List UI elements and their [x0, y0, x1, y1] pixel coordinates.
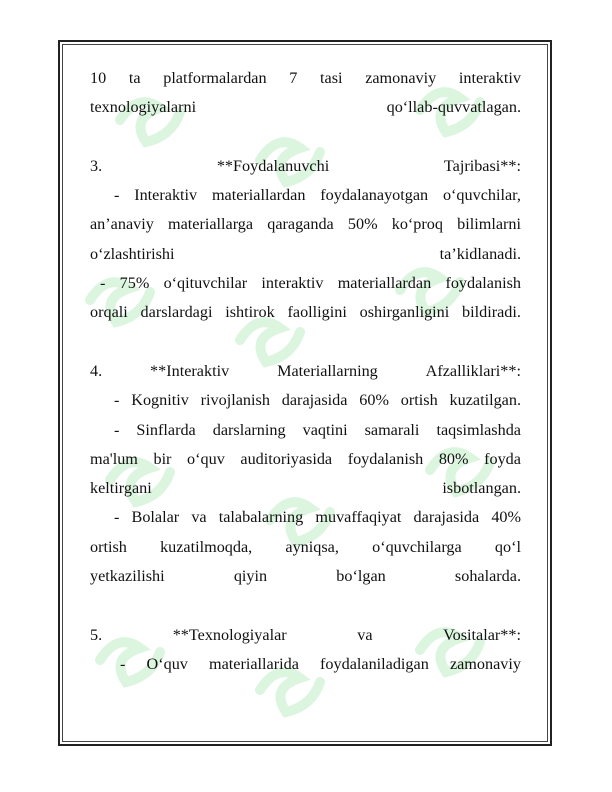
word: bo‘lgan [336, 567, 386, 586]
word: ortish [400, 391, 438, 410]
text-line [90, 562, 521, 591]
word: zamonaviy [365, 69, 437, 87]
blank-line [90, 123, 521, 152]
text-line [90, 503, 521, 532]
word: **Interaktiv [150, 361, 230, 380]
word: 80% [438, 449, 469, 468]
word: foydalaniladigan [320, 654, 429, 673]
word: yetkazilishi [90, 567, 165, 586]
text-line [90, 93, 521, 122]
word: samarali [364, 420, 420, 439]
word: 3. [90, 156, 103, 175]
word: foydalanish [445, 274, 521, 293]
text-line [90, 621, 521, 650]
word: Vositalar**: [443, 625, 521, 644]
word: foydalanayotgan [320, 186, 429, 205]
word: interaktiv [261, 274, 324, 293]
word: foydalanish [347, 449, 424, 468]
word: 7 [289, 69, 298, 87]
text-line [90, 240, 521, 269]
text-line [90, 210, 521, 239]
word: ta [128, 69, 141, 87]
word: isbotlangan. [442, 479, 521, 498]
word: Materiallarning [277, 361, 378, 380]
word: darajasida [413, 508, 480, 527]
word: qaraganda [267, 215, 334, 234]
word: Sinflarda [136, 420, 196, 439]
word: materiallarida [209, 654, 299, 673]
text-line [90, 386, 521, 415]
word: Kognitiv [131, 391, 189, 410]
word: oshirganligini [359, 303, 450, 322]
word: 10 [90, 69, 107, 87]
word: Bolalar [131, 508, 180, 527]
word: Afzalliklari**: [425, 361, 521, 380]
blank-line [90, 328, 521, 357]
word: texnologiyalarni [90, 98, 197, 117]
word: platformalardan [163, 69, 267, 87]
word: qiyin [233, 567, 268, 586]
word: talabalarning [218, 508, 304, 527]
text-line [90, 64, 521, 93]
word: kuzatilgan. [449, 391, 521, 410]
word: o‘qituvchilar [163, 274, 248, 293]
word: o‘quvchilarga [372, 537, 462, 556]
word: bilimlarni [457, 215, 521, 234]
word: O‘quv [146, 654, 188, 673]
word: o‘zlashtirishi [90, 244, 175, 263]
word: Tajribasi**: [443, 156, 521, 175]
word: qo‘llab-quvvatlagan. [386, 98, 521, 117]
word: materiallarga [167, 215, 254, 234]
text-line [90, 445, 521, 474]
word: materiallardan [337, 274, 432, 293]
word: taqsimlashda [436, 420, 521, 439]
text-line [90, 416, 521, 445]
word: muvaffaqiyat [315, 508, 402, 527]
word: foyda [484, 449, 521, 468]
word: vaqtini [302, 420, 348, 439]
word: va [357, 625, 373, 644]
word: 75% [119, 274, 150, 293]
word: materiallardan [211, 186, 306, 205]
word: Interaktiv [134, 186, 198, 205]
text-line [90, 298, 521, 327]
word: **Texnologiyalar [172, 625, 287, 644]
word: keltirgani [90, 479, 152, 498]
text-line [90, 181, 521, 210]
word: o‘quvchilar, [442, 186, 521, 205]
word: ishtirok [225, 303, 275, 322]
word: qo‘l [494, 537, 521, 556]
word: 40% [491, 508, 521, 527]
word: rivojlanish [200, 391, 270, 410]
word: **Foydalanuvchi [216, 156, 330, 175]
word: darajasida [281, 391, 348, 410]
word: tasi [320, 69, 343, 87]
word: o‘quv [187, 449, 225, 468]
word: an’anaviy [90, 215, 154, 234]
word: darslardagi [140, 303, 213, 322]
document-body [90, 64, 521, 679]
word: - [114, 186, 120, 205]
text-line [90, 533, 521, 562]
word: 50% [347, 215, 378, 234]
word: bir [153, 449, 172, 468]
word: ma'lum [90, 449, 138, 468]
word: kuzatilmoqda, [160, 537, 253, 556]
word: interaktiv [458, 69, 521, 87]
word: bildiradi. [462, 303, 521, 322]
word: - [114, 420, 120, 439]
word: auditoriyasida [240, 449, 333, 468]
word: 60% [359, 391, 389, 410]
word: ko‘proq [391, 215, 443, 234]
word: zamonaviy [449, 654, 521, 673]
word: orqali [90, 303, 128, 322]
text-line [90, 152, 521, 181]
word: - [100, 274, 106, 293]
word: darslarning [212, 420, 286, 439]
blank-line [90, 591, 521, 620]
word: - [114, 391, 120, 410]
word: va [191, 508, 207, 527]
text-line [90, 269, 521, 298]
word: 5. [90, 625, 103, 644]
word: - [114, 508, 120, 527]
word: 4. [90, 361, 103, 380]
text-line [90, 650, 521, 679]
word: sohalarda. [454, 567, 521, 586]
word: - [120, 654, 126, 673]
word: ta’kidlanadi. [439, 244, 521, 263]
text-line [90, 474, 521, 503]
word: faolligini [287, 303, 347, 322]
text-line [90, 357, 521, 386]
word: ayniqsa, [285, 537, 339, 556]
word: ortish [90, 537, 127, 556]
